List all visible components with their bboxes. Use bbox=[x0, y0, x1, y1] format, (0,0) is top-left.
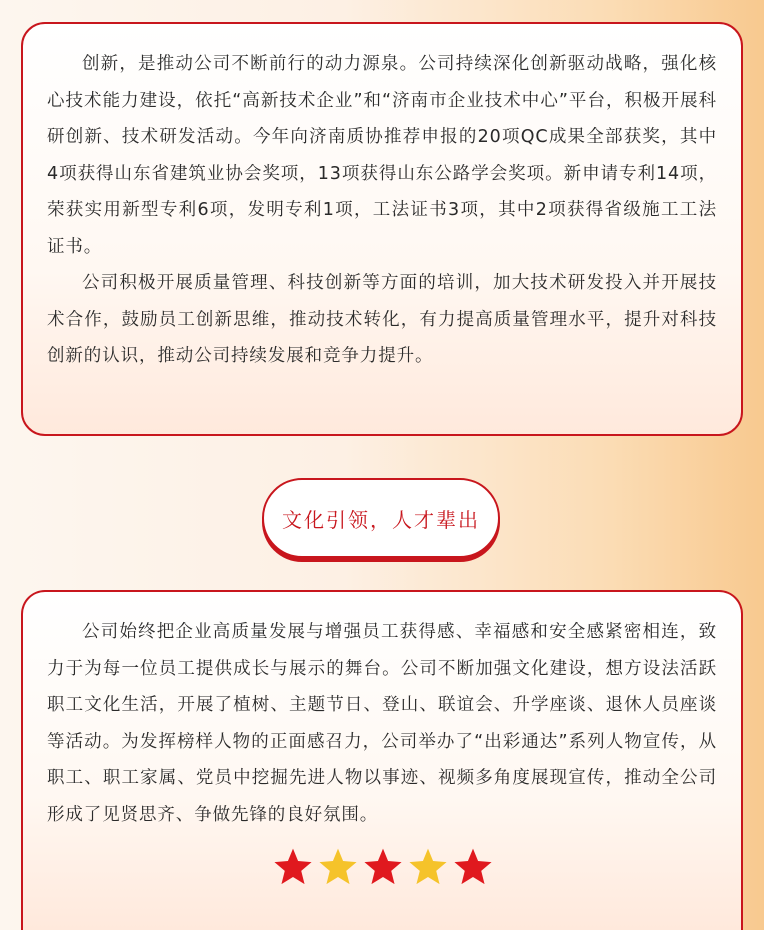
paragraph: 公司始终把企业高质量发展与增强员工获得感、幸福感和安全感紧密相连，致力于为每一位员工提供成长与展示的舞台。公司不断加强文化建设，想方设法活跃职工文化生活，开展了植树、主题节日、登山、联谊会、升学座谈、退休人员座谈等活动。为发挥榜样人物的正面感召力，公司举办了“出彩通达”系列人物宣传，从职工、职工家属、党员中挖掘先进人物以事迹、视频多角度展现宣传，推动全公司形成了见贤思齐、争做先锋的良好氛围。 bbox=[47, 622, 717, 825]
star-icon bbox=[452, 846, 494, 888]
star-rating-decoration bbox=[272, 845, 494, 889]
paragraph: 公司积极开展质量管理、科技创新等方面的培训，加大技术研发投入并开展技术合作，鼓励员工创新思维，推动技术转化，有力提高质量管理水平，提升对科技创新的认识，推动公司持续发展和竞争力提升。 bbox=[47, 273, 717, 366]
section-heading-pill: 文化引领，人才辈出 bbox=[262, 478, 500, 558]
star-icon bbox=[317, 846, 359, 888]
paragraph: 创新，是推动公司不断前行的动力源泉。公司持续深化创新驱动战略，强化核心技术能力建设，依托“高新技术企业”和“济南市企业技术中心”平台，积极开展科研创新、技术研发活动。今年向济南质协推荐申报的20项QC成果全部获奖，其中4项获得山东省建筑业协会奖项，13项获得山东公路学会奖项。新申请专利14项，荣获实用新型专利6项，发明专利1项，工法证书3项，其中2项获得省级施工工法证书。 bbox=[47, 54, 717, 257]
star-icon bbox=[362, 846, 404, 888]
star-icon bbox=[272, 846, 314, 888]
star-icon bbox=[407, 846, 449, 888]
innovation-text-card bbox=[21, 22, 743, 436]
